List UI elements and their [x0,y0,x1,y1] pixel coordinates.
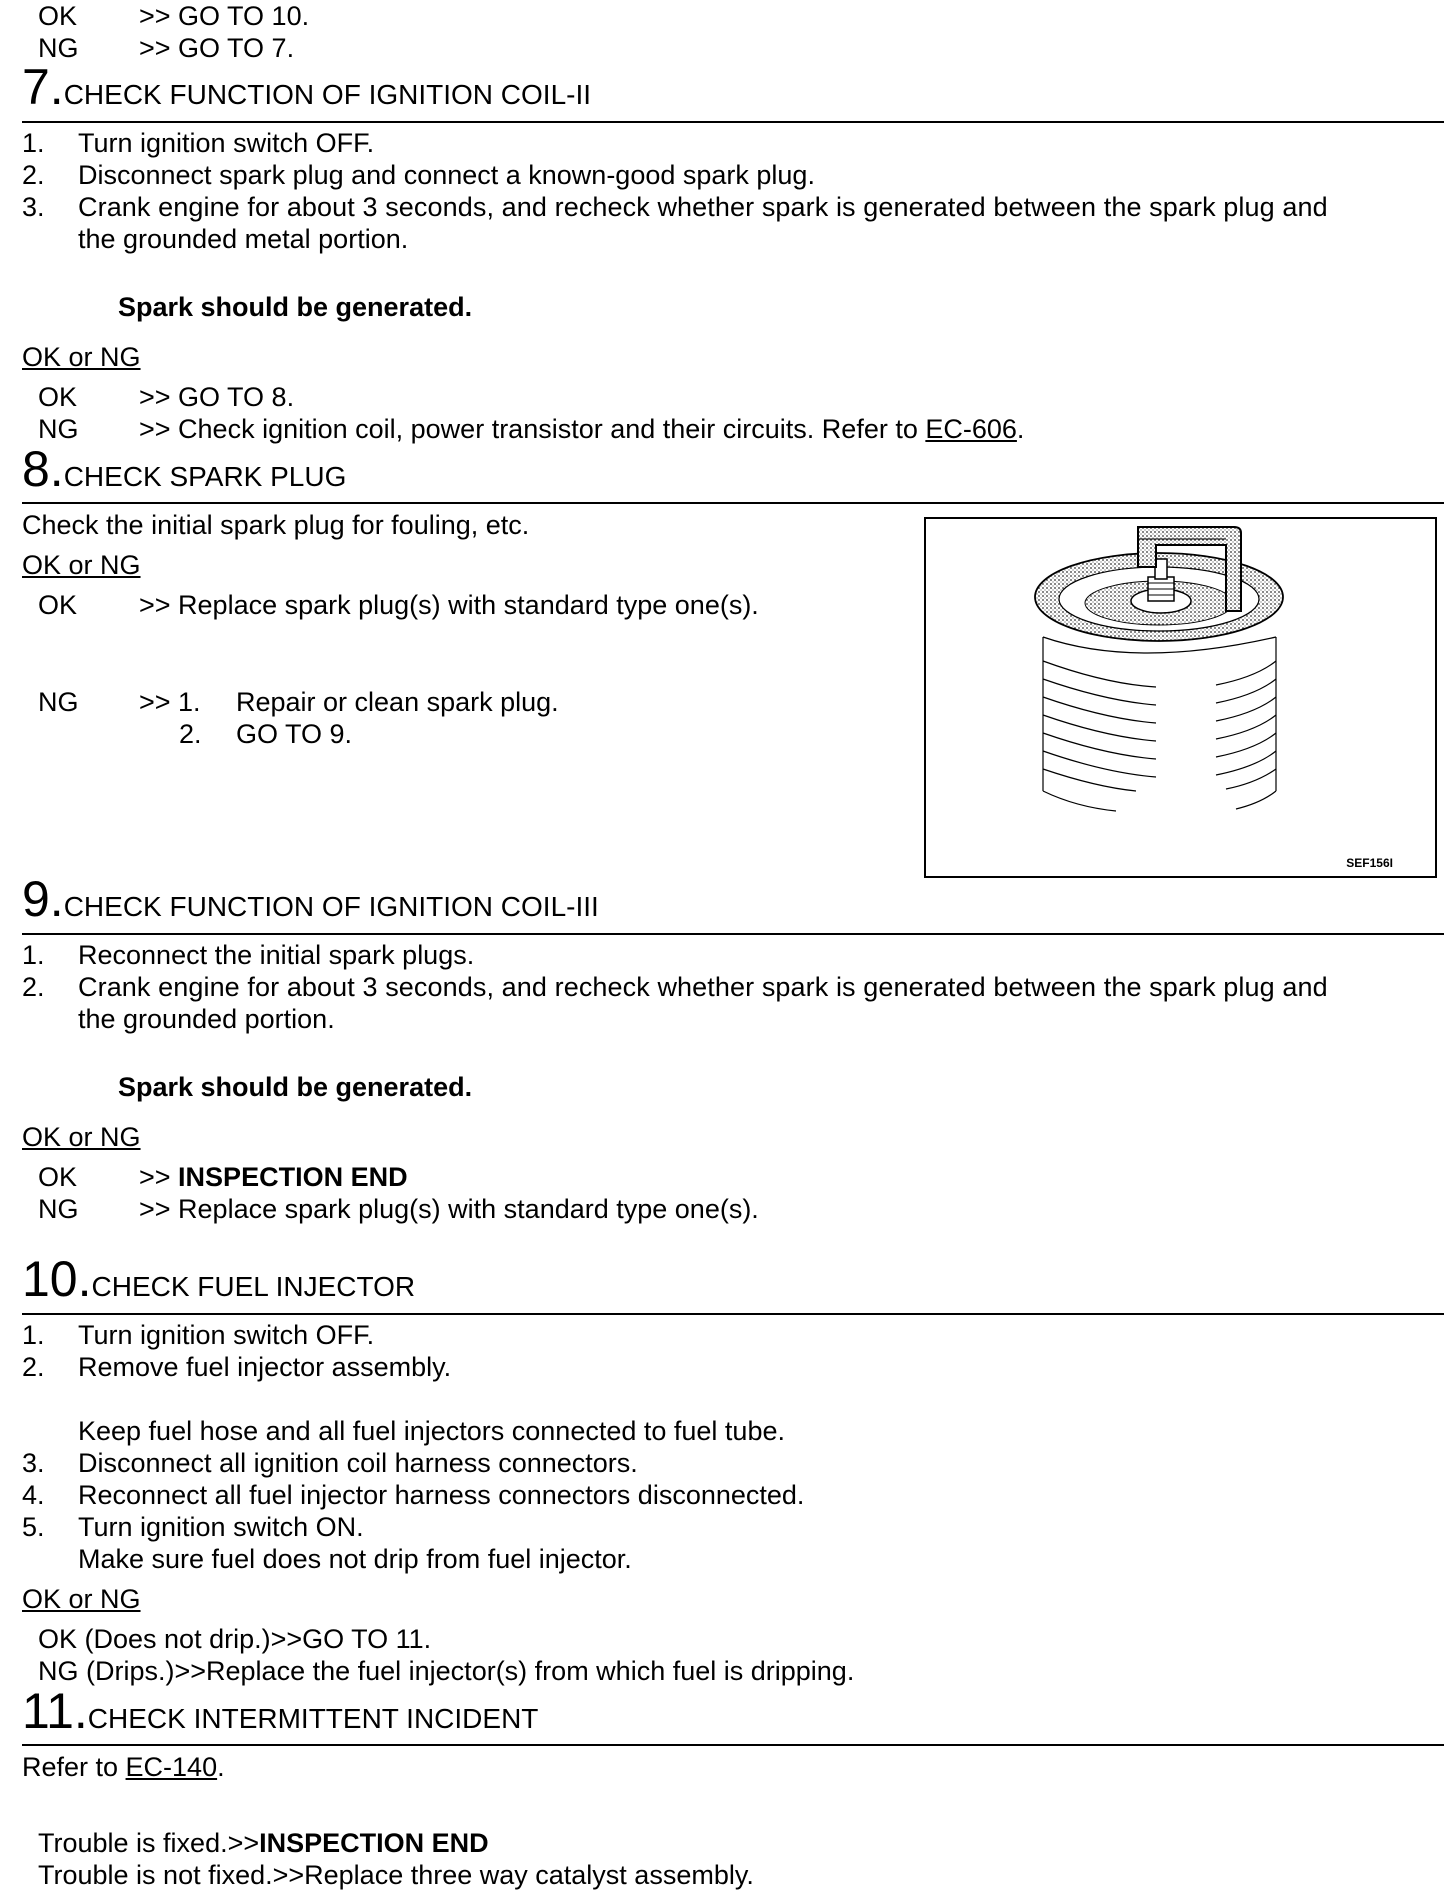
step-11-fixed: Trouble is fixed.>>INSPECTION END [38,1828,489,1858]
step-9-item-2: Crank engine for about 3 seconds, and recheck whether spark is generated between the spark plug and [78,972,1328,1002]
spark-plug-figure [924,517,1437,878]
step-9-heading [22,871,599,927]
step-7-item-2: Disconnect spark plug and connect a known-good spark plug. [78,160,815,190]
step-11-heading [22,1683,539,1739]
step-9-okng: OK or NG [22,1122,141,1152]
ec-140-link[interactable]: EC-140 [125,1752,218,1782]
step-8-ng-item-2: GO TO 9. [236,719,353,749]
figure-code: SEF156I [1346,856,1393,870]
step-8-title: CHECK SPARK PLUG [63,461,347,492]
step-9-item-2-num: 2. [22,972,45,1002]
step-10-item-2-num: 2. [22,1352,45,1382]
step-8-number: 8. [22,441,64,497]
step-10-item-5-num: 5. [22,1512,45,1542]
step-10-item-5-cont: Make sure fuel does not drip from fuel injector. [78,1544,632,1574]
step-10-title: CHECK FUEL INJECTOR [91,1271,416,1302]
top-ng-text: >> GO TO 7. [139,33,295,63]
step-8-ok-label: OK [38,590,78,620]
step-7-item-3-cont: the grounded metal portion. [78,224,409,254]
step-10-heading [22,1251,416,1307]
step-8-ng-item-1: Repair or clean spark plug. [236,687,559,717]
step-9-item-2-cont: the grounded portion. [78,1004,335,1034]
spark-plug-illustration [926,519,1434,875]
step-8-text: Check the initial spark plug for fouling, etc. [22,510,530,540]
step-8-heading [22,441,347,497]
step-10-number: 10. [22,1251,92,1307]
step-9-ok-label: OK [38,1162,78,1192]
step-7-note: Spark should be generated. [118,292,473,322]
step-8-ng-prefix: >> 1. [139,687,201,717]
step-7-item-3-num: 3. [22,192,45,222]
step-8-okng: OK or NG [22,550,141,580]
step-8-rule [22,502,1444,504]
step-7-item-3: Crank engine for about 3 seconds, and recheck whether spark is generated between the spark plug and [78,192,1328,222]
step-11-refer: Refer to EC-140. [22,1752,225,1782]
step-7-title: CHECK FUNCTION OF IGNITION COIL-II [63,79,592,110]
step-7-heading [22,59,592,115]
top-ok-label: OK [38,1,78,31]
step-7-item-2-num: 2. [22,160,45,190]
step-9-number: 9. [22,871,64,927]
step-7-ng-text: >> Check ignition coil, power transistor and their circuits. Refer to EC-606. [139,414,1025,444]
step-11-number: 11. [22,1683,88,1739]
step-9-ng-label: NG [38,1194,79,1224]
step-11-rule [22,1744,1444,1746]
top-ng-label: NG [38,33,79,63]
step-9-ok-text: >> INSPECTION END [139,1162,408,1192]
step-9-ng-text: >> Replace spark plug(s) with standard type one(s). [139,1194,759,1224]
step-10-item-4-num: 4. [22,1480,45,1510]
ec-606-link[interactable]: EC-606 [925,414,1017,444]
step-7-ok-text: >> GO TO 8. [139,382,295,412]
step-9-item-1: Reconnect the initial spark plugs. [78,940,475,970]
step-11-title: CHECK INTERMITTENT INCIDENT [87,1703,539,1734]
step-10-ok-text: OK (Does not drip.)>>GO TO 11. [38,1624,432,1654]
step-10-sub-note: Keep fuel hose and all fuel injectors connected to fuel tube. [78,1416,785,1446]
step-8-ng-label: NG [38,687,79,717]
step-7-okng: OK or NG [22,342,141,372]
step-7-ng-label: NG [38,414,79,444]
step-7-ok-label: OK [38,382,78,412]
step-7-item-1: Turn ignition switch OFF. [78,128,375,158]
step-9-title: CHECK FUNCTION OF IGNITION COIL-III [63,891,599,922]
step-10-item-2: Remove fuel injector assembly. [78,1352,452,1382]
step-10-item-1-num: 1. [22,1320,45,1350]
step-10-item-1: Turn ignition switch OFF. [78,1320,375,1350]
step-9-rule [22,933,1444,935]
step-7-item-1-num: 1. [22,128,45,158]
step-10-item-5: Turn ignition switch ON. [78,1512,364,1542]
step-7-number: 7. [22,59,64,115]
step-10-item-4: Reconnect all fuel injector harness connectors disconnected. [78,1480,805,1510]
step-8-ok-text: >> Replace spark plug(s) with standard type one(s). [139,590,759,620]
step-10-rule [22,1313,1444,1315]
step-10-okng: OK or NG [22,1584,141,1614]
step-7-rule [22,121,1444,123]
top-ok-text: >> GO TO 10. [139,1,310,31]
step-9-note: Spark should be generated. [118,1072,473,1102]
step-10-ng-text: NG (Drips.)>>Replace the fuel injector(s) from which fuel is dripping. [38,1656,855,1686]
step-11-not-fixed: Trouble is not fixed.>>Replace three way catalyst assembly. [38,1860,754,1890]
step-10-item-3-num: 3. [22,1448,45,1478]
step-10-item-3: Disconnect all ignition coil harness connectors. [78,1448,638,1478]
step-9-item-1-num: 1. [22,940,45,970]
step-8-ng-item-2-num: 2. [179,719,202,749]
